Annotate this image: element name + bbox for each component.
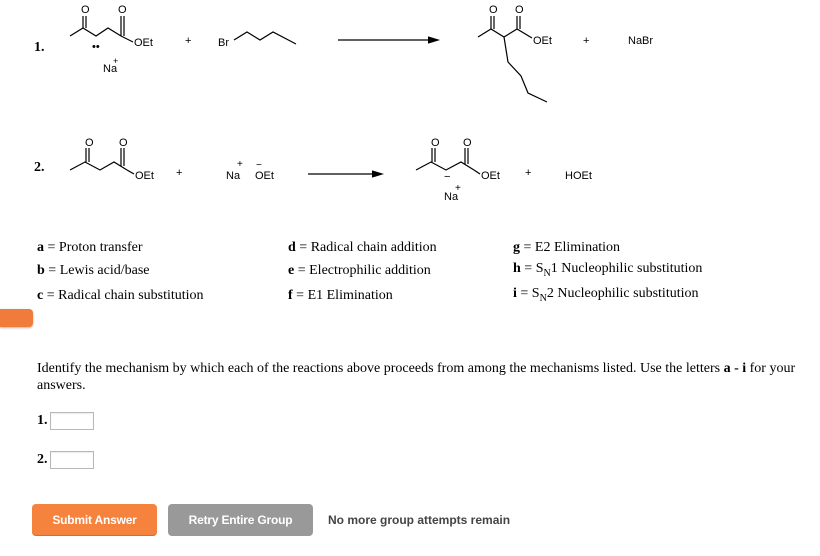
p2-oet: OEt [481,170,500,182]
r2-oet-reagent: OEt [255,170,274,182]
answer-row-2 [37,451,94,469]
p1-oet: OEt [533,35,552,47]
r2-na: Na [226,170,241,182]
answer-label-1: 1. [37,413,48,428]
mechanism-b: b = Lewis acid/base [37,263,150,278]
mechanism-f: f = E1 Elimination [288,288,393,303]
reaction-2-reactant [70,137,154,182]
r1-na-charge: + [113,56,119,66]
r1-lone-pair: •• [92,41,100,53]
attempts-status-text: No more group attempts remain [328,513,511,527]
mechanism-a: a = Proton transfer [37,240,143,255]
mechanism-h: $h = S_N1$ Nucleophilic substitution [513,261,703,279]
r1-br: Br [218,37,229,49]
answer-input-2[interactable] [50,451,94,469]
reaction-2-number: 2. [34,160,45,175]
p2-o2: O [463,137,472,149]
r2-o1: O [85,137,94,149]
p2-na: Na [444,191,459,203]
reaction-1-product [478,4,552,102]
r1-plus-2: + [583,35,590,47]
r1-byproduct: NaBr [628,35,654,47]
mechanism-d: d = Radical chain addition [288,240,437,255]
r2-plus-1: + [176,167,183,179]
mechanism-e: e = Electrophilic addition [288,263,431,278]
side-tab-handle[interactable] [0,309,33,327]
r2-na-charge: + [237,159,243,170]
reaction-1-arrow [338,37,438,43]
r1-o2: O [118,4,127,16]
r2-oet: OEt [135,170,154,182]
reaction-2-sodium-ethoxide [226,159,274,182]
reaction-1-bromobutane [218,32,296,49]
p2-carbanion-charge: − [444,171,451,183]
question-prompt: Identify the mechanism by which each of the reactions above proceeds from among the mechanisms listed. Use the letters a - i for your answers. [37,361,796,393]
r1-na: Na [103,63,118,75]
reaction-1-number: 1. [34,40,45,55]
r1-o1: O [81,4,90,16]
p1-o2: O [515,4,524,16]
r2-oet-charge: − [256,160,262,171]
reaction-2-arrow [308,171,382,177]
p2-na-charge: + [455,183,461,194]
r1-oet: OEt [134,37,153,49]
reaction-2-product [416,137,500,203]
answer-label-2: 2. [37,452,48,467]
r2-plus-2: + [525,167,532,179]
r2-byproduct: HOEt [565,170,592,182]
reaction-1-reactant [70,4,153,75]
mechanism-g: g = E2 Elimination [513,240,621,255]
submit-answer-button[interactable]: Submit Answer [32,504,157,536]
r2-o2: O [119,137,128,149]
retry-group-button[interactable]: Retry Entire Group [168,504,313,536]
reaction-scheme [0,0,820,230]
answer-row-1 [37,412,94,430]
p1-o1: O [489,4,498,16]
r1-plus-1: + [185,35,192,47]
p2-o1: O [431,137,440,149]
mechanism-i: $i = S_N2$ Nucleophilic substitution [513,286,699,304]
mechanism-c: c = Radical chain substitution [37,288,204,303]
answer-input-1[interactable] [50,412,94,430]
